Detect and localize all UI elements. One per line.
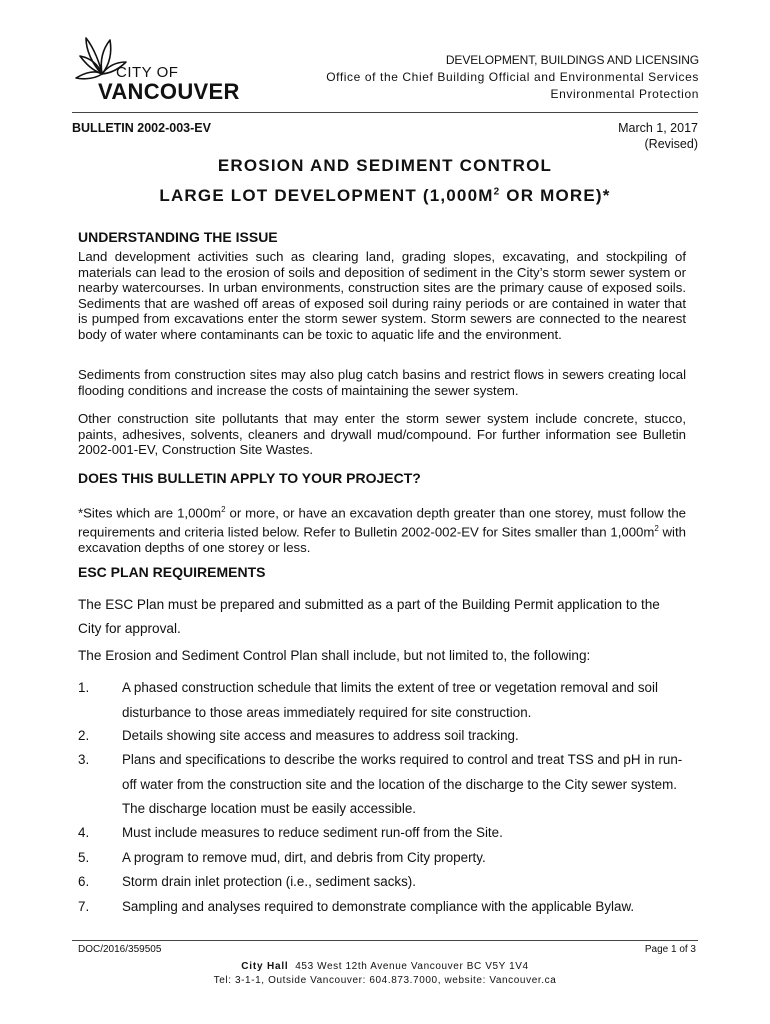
title-line-1: EROSION AND SEDIMENT CONTROL: [217, 156, 553, 175]
list-item-text: Details showing site access and measures to address soil tracking.: [122, 728, 519, 743]
heading-applicability: DOES THIS BULLETIN APPLY TO YOUR PROJECT?: [78, 470, 421, 486]
applicability-text-a: *Sites which are 1,000m: [78, 505, 222, 521]
paragraph-applicability: [78, 502, 686, 556]
logo-vancouver-text: VANCOUVER: [98, 79, 240, 104]
bulletin-date-block: [618, 120, 698, 152]
applicability-text-c: with excavation depths of one storey or less.: [78, 524, 686, 555]
bulletin-revised: (Revised): [644, 137, 698, 151]
list-item-number: 2.: [78, 728, 90, 743]
footer-cityhall-label: City Hall: [241, 961, 289, 972]
list-item-number: 3.: [78, 752, 90, 767]
list-item-text: A phased construction schedule that limits the extent of tree or vegetation removal and soil disturbance to those areas immediately required for site construction.: [122, 680, 658, 720]
logo-city-text: CITY OF: [116, 64, 179, 81]
paragraph-issue-2: Sediments from construction sites may also plug catch basins and restrict flows in sewers creating local flooding conditions and increase the costs of maintaining the sewer system.: [78, 367, 686, 398]
dept-line-1: DEVELOPMENT, BUILDINGS AND LICENSING: [445, 53, 699, 67]
paragraph-esc-2: [78, 644, 690, 668]
footer-divider: [72, 940, 698, 941]
footer-address: 453 West 12th Avenue Vancouver BC V5Y 1V4: [295, 961, 529, 972]
list-item-number: 5.: [78, 850, 90, 865]
list-item-text: Must include measures to reduce sediment run-off from the Site.: [122, 825, 503, 840]
list-item-text: A program to remove mud, dirt, and debris from City property.: [122, 850, 486, 865]
list-item-text: Sampling and analyses required to demonstrate compliance with the applicable Bylaw.: [122, 899, 635, 914]
footer-contact: Tel: 3-1-1, Outside Vancouver: 604.873.7000, website: Vancouver.ca: [213, 975, 557, 986]
footer-address-line: [0, 961, 770, 972]
paragraph-esc-2-line: The Erosion and Sediment Control Plan shall include, but not limited to, the following:: [78, 648, 591, 663]
doc-id: DOC/2016/359505: [78, 944, 162, 955]
list-item-text: Storm drain inlet protection (i.e., sediment sacks).: [122, 874, 416, 889]
title-line-2-a: LARGE LOT DEVELOPMENT (1,000M: [159, 186, 494, 205]
applicability-sup-1: 2: [221, 505, 226, 514]
dept-line-2: Office of the Chief Building Official and Environmental Services: [326, 70, 699, 84]
paragraph-esc-1: [78, 593, 690, 641]
heading-understanding: UNDERSTANDING THE ISSUE: [78, 229, 278, 245]
list-item-number: 1.: [78, 680, 90, 695]
heading-esc-plan: ESC PLAN REQUIREMENTS: [78, 564, 266, 580]
title-line-2-b: OR MORE)*: [500, 186, 611, 205]
page-number: Page 1 of 3: [644, 944, 696, 955]
city-of-vancouver-logo: [72, 34, 252, 106]
applicability-sup-2: 2: [654, 523, 659, 533]
list-item-number: 7.: [78, 899, 90, 914]
department-block: [326, 52, 699, 103]
list-item-number: 6.: [78, 874, 90, 889]
bulletin-number: BULLETIN 2002-003-EV: [72, 121, 211, 135]
dept-line-3: Environmental Protection: [550, 87, 699, 101]
list-item-number: 4.: [78, 825, 90, 840]
paragraph-issue-3: Other construction site pollutants that may enter the storm sewer system include concrete, stucco, paints, adhesives, solvents, cleaners and drywall mud/compound. For further information see Bulletin 2002-001-EV, Construction Site Wastes.: [78, 411, 686, 458]
list-item-text: Plans and specifications to describe the works required to control and treat TSS and pH in run-off water from the construction site and the location of the discharge to the City sewer system. The discharge location must be easily accessible.: [122, 752, 683, 816]
title-line-2-sup: 2: [493, 186, 501, 198]
applicability-text-b: or more, or have an excavation depth greater than one storey, must follow the requirements and criteria listed below. Refer to Bulletin 2002-002-EV for Sites smaller than 1,000m: [78, 505, 686, 540]
title-line-2: [72, 186, 698, 206]
paragraph-esc-1-line-1: The ESC Plan must be prepared and submitted as a part of the Building Permit application to the: [78, 597, 660, 612]
paragraph-esc-1-line-2: City for approval.: [78, 621, 181, 636]
header-divider: [72, 112, 698, 113]
bulletin-date: March 1, 2017: [618, 121, 698, 135]
paragraph-issue-1: Land development activities such as clearing land, grading slopes, excavating, and stockpiling of materials can lead to the erosion of soils and deposition of sediment in the City’s storm sewer system or nearby watercourses. In urban environments, construction sites are the primary cause of exposed soils. Sediments that are washed off areas of exposed soil during rainy periods or are contained in water that is pumped from excavations enter the storm sewer system. Storm sewers are connected to the nearest body of water where contaminants can be toxic to aquatic life and the environment.: [78, 249, 686, 342]
